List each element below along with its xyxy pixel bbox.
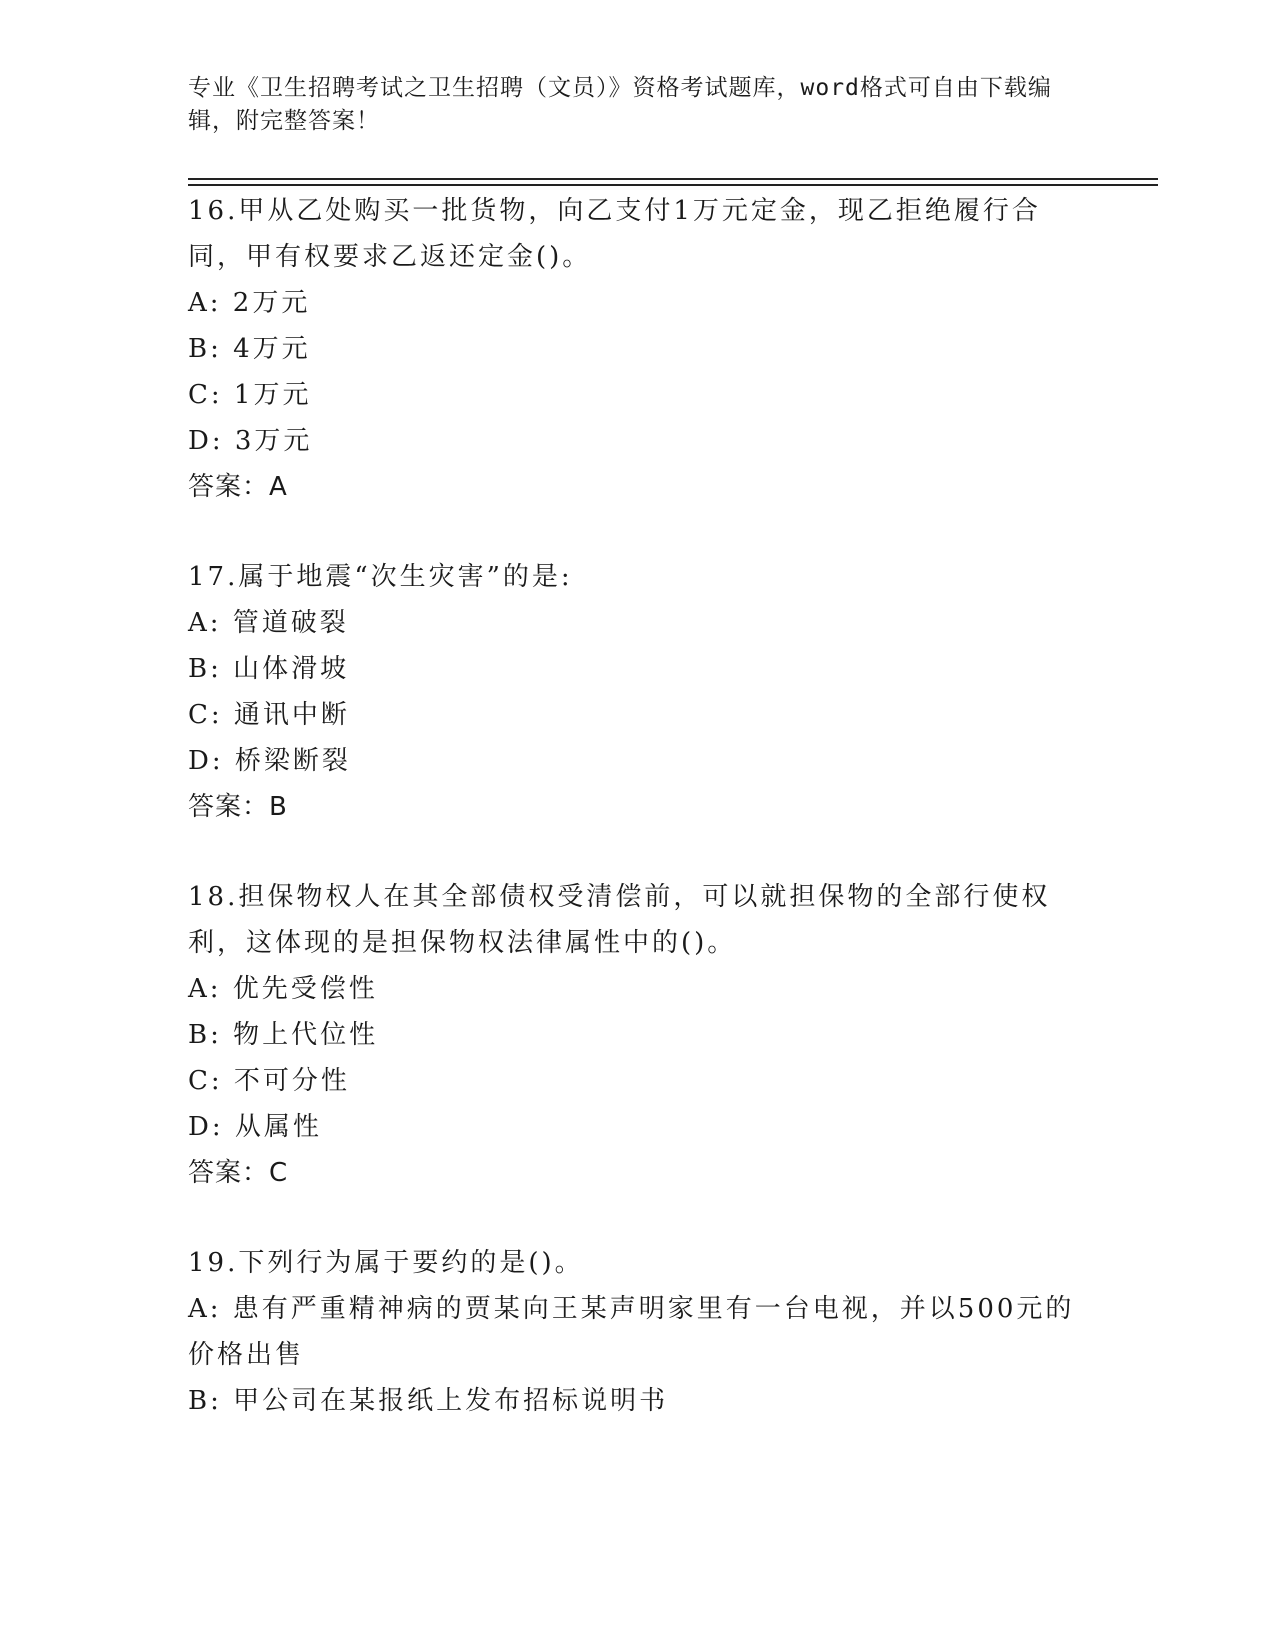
question-17 xyxy=(188,554,1088,830)
option-d: D: 桥梁断裂 xyxy=(188,746,351,776)
option-b: B: 甲公司在某报纸上发布招标说明书 xyxy=(188,1386,669,1416)
option-b: B: 山体滑坡 xyxy=(188,654,350,684)
question-stem: 17.属于地震“次生灾害”的是: xyxy=(188,562,573,592)
option-a: A: 患有严重精神病的贾某向王某声明家里有一台电视，并以500元的价格出售 xyxy=(188,1294,1075,1370)
question-16 xyxy=(188,188,1088,510)
option-b: B: 4万元 xyxy=(188,334,311,364)
answer-label: 答案：C xyxy=(188,1158,289,1188)
option-a: A: 管道破裂 xyxy=(188,608,349,638)
header-divider-top xyxy=(188,178,1158,180)
question-stem: 18.担保物权人在其全部债权受清偿前，可以就担保物的全部行使权利，这体现的是担保物权法律属性中的()。 xyxy=(188,882,1051,958)
question-19 xyxy=(188,1240,1088,1424)
option-c: C: 通讯中断 xyxy=(188,700,350,730)
answer-label: 答案：B xyxy=(188,792,288,822)
option-d: D: 3万元 xyxy=(188,426,313,456)
question-18 xyxy=(188,874,1088,1196)
header-divider-bottom xyxy=(188,184,1158,186)
question-stem: 19.下列行为属于要约的是()。 xyxy=(188,1248,584,1278)
option-b: B: 物上代位性 xyxy=(188,1020,379,1050)
option-c: C: 不可分性 xyxy=(188,1066,350,1096)
answer-label: 答案：A xyxy=(188,472,288,502)
document-header: 专业《卫生招聘考试之卫生招聘（文员）》资格考试题库，word格式可自由下载编辑，附完整答案！ xyxy=(188,75,1052,134)
option-d: D: 从属性 xyxy=(188,1112,322,1142)
option-a: A: 优先受偿性 xyxy=(188,974,378,1004)
option-a: A: 2万元 xyxy=(188,288,311,318)
option-c: C: 1万元 xyxy=(188,380,312,410)
question-stem: 16.甲从乙处购买一批货物，向乙支付1万元定金，现乙拒绝履行合同，甲有权要求乙返还定金()。 xyxy=(188,196,1041,272)
